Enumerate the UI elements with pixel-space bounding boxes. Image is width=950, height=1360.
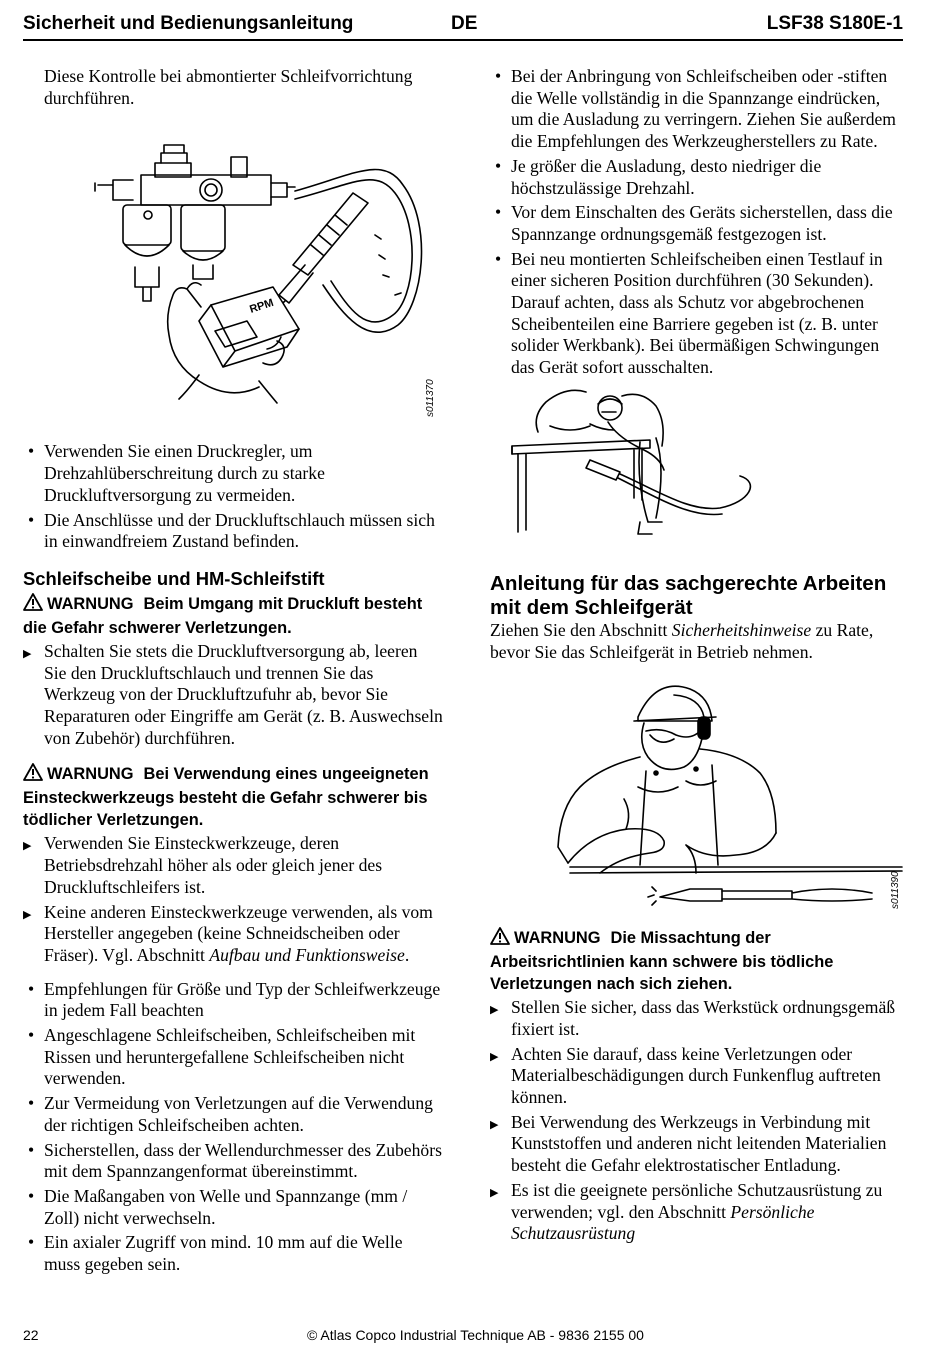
list-item: • Vor dem Einschalten des Geräts sicherstellen, dass die Spannzange ordnungsgemäß festgezogen ist. [490,202,903,245]
intro-text: Diese Kontrolle bei abmontierter Schleifvorrichtung durchführen. [44,66,413,108]
list-item [23,902,443,967]
figure-label-s011370: s011370 [425,379,436,418]
list-item: • Je größer die Ausladung, desto niedriger die höchstzulässige Drehzahl. [490,156,903,199]
section-title-schleifscheibe: Schleifscheibe und HM-Schleifstift [23,567,325,589]
bullet-list-grinding-wheels [23,979,443,1276]
warning-triangle-icon [490,927,510,951]
list-item: • Angeschlagene Schleifscheiben, Schleifscheiben mit Rissen und heruntergefallene Schleifscheiben nicht verwenden. [23,1025,443,1090]
figure-rpm-check [23,115,443,418]
header-title: Sicherheit und Bedienungsanleitung [23,13,354,34]
bullet-list-mounting [490,66,903,379]
reference-link[interactable]: Aufbau und Funktionsweise [209,944,405,965]
list-item: • Bei der Anbringung von Schleifscheiben oder -stiften die Welle vollständig in die Spannzange eindrücken, um die Ausladung zu verringern. Ziehen Sie außerdem die Empfehlungen des Werkzeugherstellers zu Rate. [490,66,903,153]
worker-illustration [490,677,903,909]
rpm-label: RPM [248,297,276,317]
workbench-illustration [490,382,903,542]
warning-label: WARNUNG [514,929,601,948]
copyright-text: © Atlas Copco Industrial Technique AB - 9836 2155 00 [307,1327,644,1343]
intro-paragraph [490,620,903,663]
list-item: • Verwenden Sie einen Druckregler, um Drehzahlüberschreitung durch zu starke Druckluftversorgung zu vermeiden. [23,441,443,506]
figure-worker-ppe [490,677,903,909]
intro-text-after: zu Rate, bevor Sie das Schleifgerät in Betrieb nehmen. [490,619,874,662]
list-item-text: Es ist die geeignete persönliche Schutzausrüstung zu verwenden; vgl. den Abschnitt [511,1179,883,1222]
warning-text: Die Missachtung der Arbeitsrichtlinien kann schwere bis tödliche Verletzungen nach sich ziehen. [490,929,834,994]
header-model: LSF38 S180E-1 [766,13,903,34]
warning-compressed-air [23,593,443,639]
list-item [490,1180,903,1245]
page-footer [23,1327,903,1349]
header-language: DE [451,13,478,34]
step-list-work [490,997,903,1245]
figure-label-s011390: s011390 [890,871,901,910]
warning-work-guidelines [490,927,903,995]
list-item: ▶ Bei Verwendung des Werkzeugs in Verbindung mit Kunststoffen und anderen nicht leitenden Materialien besteht die Gefahr elektrostatischer Entladung. [490,1112,903,1177]
section-title-anleitung: Anleitung für das sachgerechte Arbeiten mit dem Schleifgerät [490,571,887,619]
left-column [23,66,443,1279]
figure-test-run [490,382,903,542]
reference-link[interactable]: Sicherheitshinweise [671,619,812,640]
bullet-list-pressure [23,441,443,553]
warning-text: Bei Verwendung eines ungeeigneten Einsteckwerkzeugs besteht die Gefahr schwerer bis tödlicher Verletzungen. [23,765,429,830]
list-item: • Die Maßangaben von Welle und Spannzange (mm / Zoll) nicht verwechseln. [23,1186,443,1229]
reference-link[interactable]: Persönliche Schutzausrüstung [511,1201,815,1244]
tachometer-illustration [23,115,443,405]
warning-unsuitable-tool [23,763,443,831]
intro-text-before: Ziehen Sie den Abschnitt [490,619,672,640]
list-item: ▶ Schalten Sie stets die Druckluftversorgung ab, leeren Sie den Druckluftschlauch und trennen Sie das Werkzeug von der Druckluftzufuhr ab, bevor Sie Reparaturen oder Eingriffe am Gerät (z. B. Auswechseln von Zubehör) durchführen. [23,641,443,750]
list-item: • Bei neu montierten Schleifscheiben einen Testlauf in einer sicheren Position durchführen (30 Sekunden). Darauf achten, dass als Schutz vor abgebrochenen Scheibenteilen eine Barriere gegeben ist (z. B. unter solider Werkbank). Bei übermäßigen Schwingungen das Gerät sofort ausschalten. [490,249,903,379]
warning-text: Beim Umgang mit Druckluft besteht die Gefahr schwerer Verletzungen. [23,594,423,637]
list-item: • Sicherstellen, dass der Wellendurchmesser des Zubehörs mit dem Spannzangenformat übereinstimmt. [23,1140,443,1183]
list-item: ▶ Verwenden Sie Einsteckwerkzeuge, deren Betriebsdrehzahl höher als oder gleich jener des Druckluftschleifers ist. [23,833,443,898]
list-item: ▶ Achten Sie darauf, dass keine Verletzungen oder Materialbeschädigungen durch Funkenflug auftreten können. [490,1044,903,1109]
right-column [490,66,903,1248]
list-item-end: . [404,944,410,965]
warning-triangle-icon [23,763,43,787]
list-item: • Zur Vermeidung von Verletzungen auf die Verwendung der richtigen Schleifscheiben achten. [23,1093,443,1136]
list-item: • Ein axialer Zugriff von mind. 10 mm auf die Welle muss gegeben sein. [23,1232,443,1275]
page-number: 22 [23,1327,39,1343]
list-item: • Die Anschlüsse und der Druckluftschlauch müssen sich in einwandfreiem Zustand befinden. [23,510,443,553]
page-header [23,9,903,41]
list-item: ▶ Stellen Sie sicher, dass das Werkstück ordnungsgemäß fixiert ist. [490,997,903,1040]
list-item-text: Keine anderen Einsteckwerkzeuge verwenden, als vom Hersteller angegeben (keine Schneidscheiben oder Fräser). Vgl. Abschnitt [44,901,433,965]
warning-triangle-icon [23,593,43,617]
warning-label: WARNUNG [47,765,134,784]
step-list-tools [23,833,443,966]
step-list-compressed-air [23,641,443,750]
list-item: • Empfehlungen für Größe und Typ der Schleifwerkzeuge in jedem Fall beachten [23,979,443,1022]
warning-label: WARNUNG [47,594,134,613]
